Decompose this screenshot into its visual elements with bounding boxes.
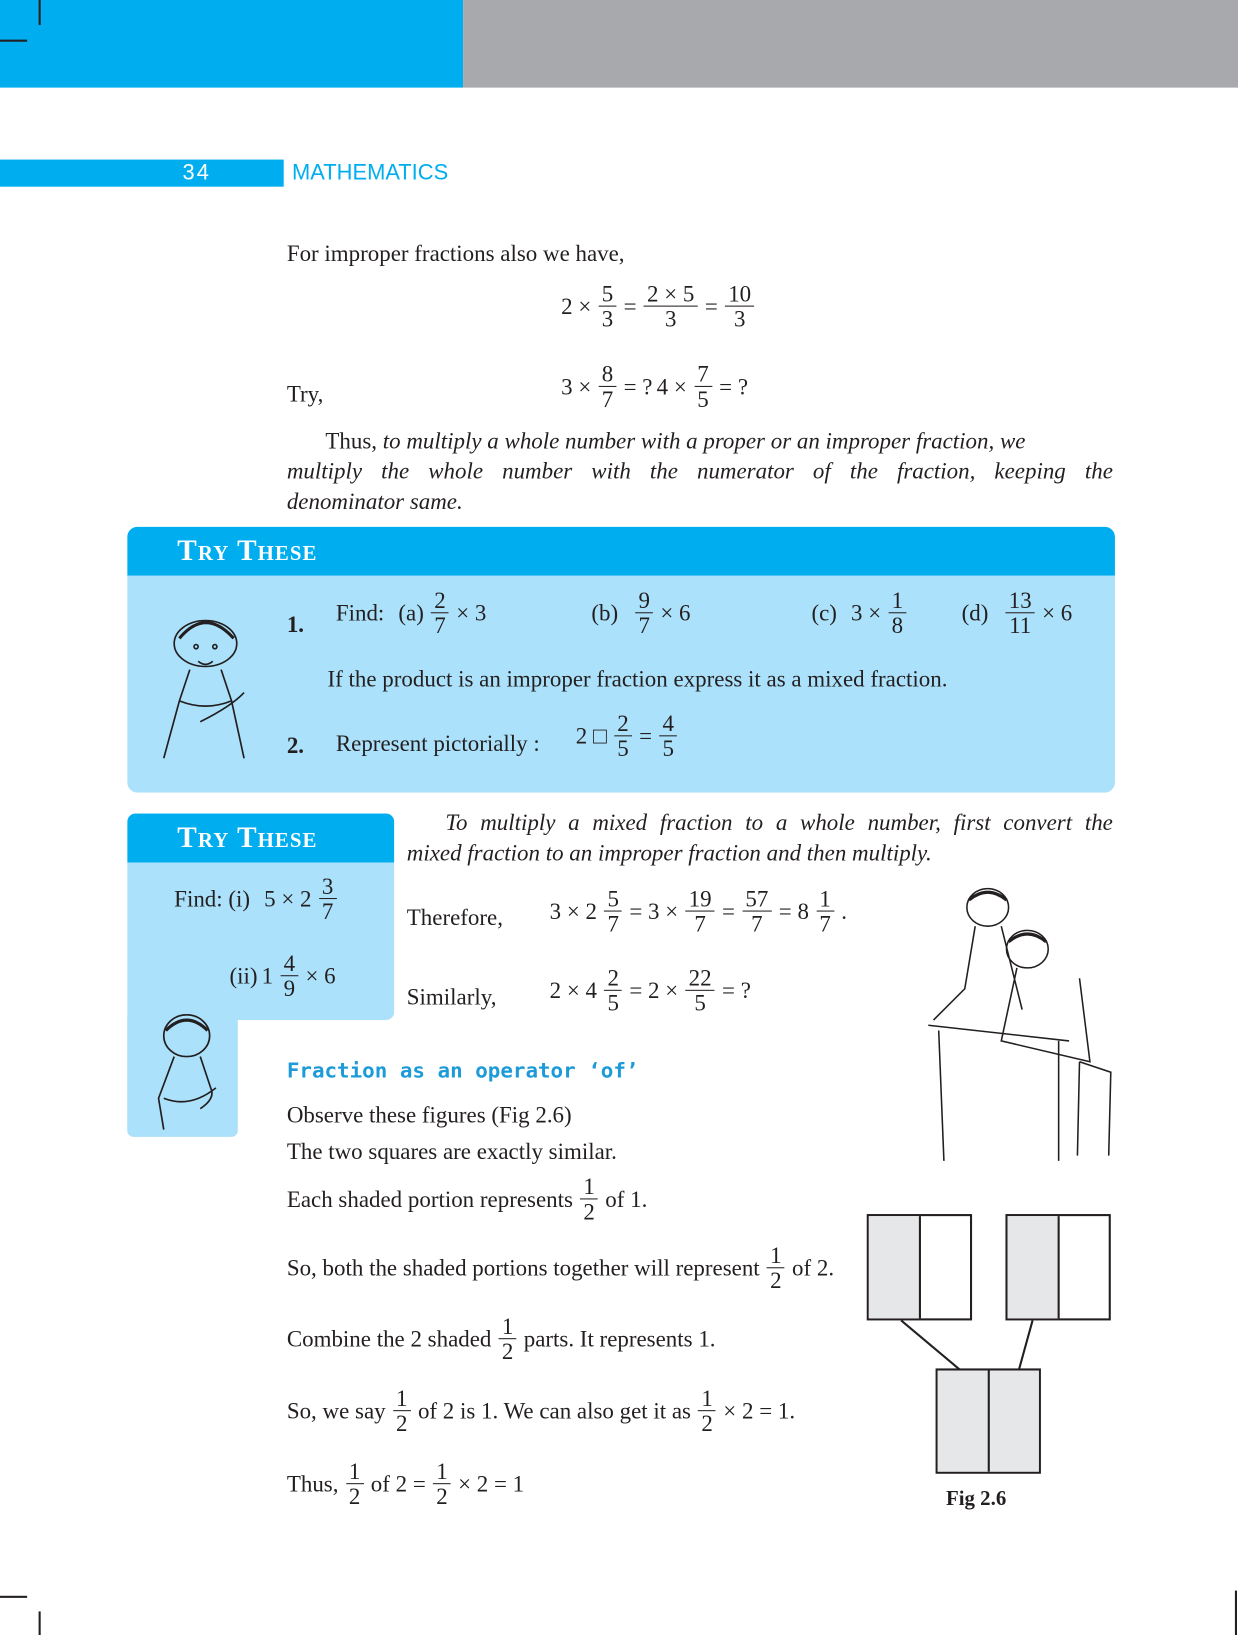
text: 2 xyxy=(701,1410,713,1437)
text: of 1. xyxy=(605,1185,648,1212)
try-label: Try, xyxy=(286,380,324,407)
text: 2 xyxy=(583,1198,595,1225)
text: of 2. xyxy=(792,1254,835,1281)
text: Thus, xyxy=(325,427,378,454)
mixed-fraction-note: If the product is an improper fraction express it as a mixed fraction. xyxy=(327,665,948,692)
eq-term: = 2 × xyxy=(629,976,679,1003)
text: 2 xyxy=(436,1483,448,1510)
therefore-label: Therefore, xyxy=(406,904,503,931)
text: 19 xyxy=(686,887,715,912)
part-ii-label: (ii) xyxy=(229,962,258,989)
text: 4 xyxy=(659,711,677,736)
eq-term: 1 xyxy=(261,962,274,989)
text: 1 xyxy=(767,1243,785,1268)
text: 5 xyxy=(694,989,706,1016)
text: 5 xyxy=(662,735,675,762)
rule-line-3: denominator same. xyxy=(286,488,463,515)
text: 7 xyxy=(638,612,650,639)
text: 2 × 5 xyxy=(644,282,698,307)
eq-term: = ? xyxy=(722,976,751,1003)
text: 1 xyxy=(816,887,834,912)
text: 2 xyxy=(614,711,632,736)
text: 7 xyxy=(819,910,831,937)
text: 4 xyxy=(280,951,298,976)
text: 3 xyxy=(733,305,746,332)
text: 5 xyxy=(604,887,622,912)
eq-term: 3 × xyxy=(851,599,882,626)
text: 8 xyxy=(599,362,617,387)
find-label: Find: xyxy=(335,599,385,626)
text: × 2 = 1. xyxy=(723,1397,796,1424)
text: Combine the 2 shaded xyxy=(286,1325,492,1352)
text: 9 xyxy=(635,588,653,613)
text: 5 xyxy=(697,386,709,413)
intro-text: For improper fractions also we have, xyxy=(286,239,625,266)
similarly-label: Similarly, xyxy=(406,983,497,1010)
text: 5 xyxy=(607,989,619,1016)
eq-sign: = xyxy=(704,292,718,319)
text: 1 xyxy=(888,588,906,613)
text: 1 xyxy=(580,1174,598,1199)
mixed-rule-line-2: mixed fraction to an improper fraction and then multiply. xyxy=(406,839,932,866)
text: 2 xyxy=(431,588,449,613)
text: 7 xyxy=(751,910,763,937)
eq-term: 2 □ xyxy=(575,722,607,749)
text: 2 xyxy=(604,966,622,991)
text: of 2 = xyxy=(370,1470,426,1497)
try-these-title: Try These xyxy=(127,814,394,863)
text: 7 xyxy=(321,898,334,925)
text: 1 xyxy=(499,1314,517,1339)
eq-sign: = xyxy=(623,292,637,319)
text: 5 xyxy=(599,282,617,307)
eq-term: × 3 xyxy=(456,599,487,626)
subject-title: MATHEMATICS xyxy=(292,160,449,185)
eq-term: = ? xyxy=(623,372,653,400)
section-heading: Fraction as an operator ‘of’ xyxy=(286,1057,639,1083)
part-a-label: (a) xyxy=(398,599,424,626)
item-number-1: 1. xyxy=(286,611,305,638)
text: 2 xyxy=(348,1483,361,1510)
figure-caption: Fig 2.6 xyxy=(946,1487,1007,1511)
text: 13 xyxy=(1006,588,1035,613)
text: 3 xyxy=(319,874,337,899)
eq-term: 3 × xyxy=(561,372,592,400)
eq-term: = ? xyxy=(719,372,749,400)
text: parts. It represents 1. xyxy=(523,1325,716,1352)
text: to multiply a whole number with a proper or an improper fraction, we xyxy=(382,427,1026,454)
text: 2 xyxy=(501,1338,514,1365)
find-label: Find: (i) xyxy=(174,885,251,912)
text: 57 xyxy=(742,887,771,912)
text: 7 xyxy=(607,910,619,937)
text: 11 xyxy=(1009,612,1032,639)
mixed-rule-line-1: To multiply a mixed fraction to a whole number, first convert the xyxy=(445,809,1113,836)
text: 2 xyxy=(770,1267,782,1294)
text: 9 xyxy=(283,975,296,1002)
part-d-label: (d) xyxy=(961,599,989,626)
eq-term: 2 × 4 xyxy=(549,976,598,1003)
try-these-title: Try These xyxy=(127,527,1115,576)
eq-term: = 3 × xyxy=(629,897,679,924)
represent-label: Represent pictorially : xyxy=(335,730,540,757)
text: 10 xyxy=(725,282,754,307)
text: Each shaded portion represents xyxy=(286,1185,573,1212)
combined-square xyxy=(936,1368,1041,1473)
text: So, both the shaded portions together will represent xyxy=(286,1254,760,1281)
text: 3 xyxy=(601,305,614,332)
text: 1 xyxy=(433,1459,451,1484)
observe-line: Observe these figures (Fig 2.6) xyxy=(286,1101,572,1128)
text: 7 xyxy=(601,386,614,413)
text: of 2 is 1. We can also get it as xyxy=(417,1397,691,1424)
eq-term: × 6 xyxy=(660,599,691,626)
text: Thus, xyxy=(286,1470,339,1497)
text: So, we say xyxy=(286,1397,386,1424)
squares-line: The two squares are exactly similar. xyxy=(286,1137,617,1164)
eq-term: 5 × 2 xyxy=(264,885,312,912)
eq-sign: = xyxy=(639,722,653,749)
text: 3 xyxy=(664,305,677,332)
part-c-label: (c) xyxy=(811,599,837,626)
eq-term: × 6 xyxy=(305,962,336,989)
text: × 2 = 1 xyxy=(458,1470,525,1497)
item-number-2: 2. xyxy=(286,732,305,759)
text: 7 xyxy=(434,612,446,639)
text: 7 xyxy=(694,362,712,387)
text: 22 xyxy=(686,966,715,991)
text: 5 xyxy=(617,735,629,762)
eq-term: = 8 xyxy=(778,897,809,924)
page-number: 34 xyxy=(182,160,212,185)
text: 2 xyxy=(396,1410,408,1437)
text: 1 xyxy=(346,1459,364,1484)
eq-term: × 6 xyxy=(1042,599,1073,626)
rule-line-2: multiply the whole number with the numerator of the fraction, keeping the xyxy=(286,457,1113,484)
part-b-label: (b) xyxy=(591,599,619,626)
text: 1 xyxy=(698,1386,716,1411)
text: 7 xyxy=(694,910,706,937)
eq-term: 2 × xyxy=(561,292,592,319)
eq-term: 3 × 2 xyxy=(549,897,598,924)
eq-sign: = xyxy=(722,897,735,924)
eq-term: . xyxy=(841,897,848,924)
text: 8 xyxy=(891,612,904,639)
text: 1 xyxy=(393,1386,411,1411)
eq-term: 4 × xyxy=(656,372,687,400)
